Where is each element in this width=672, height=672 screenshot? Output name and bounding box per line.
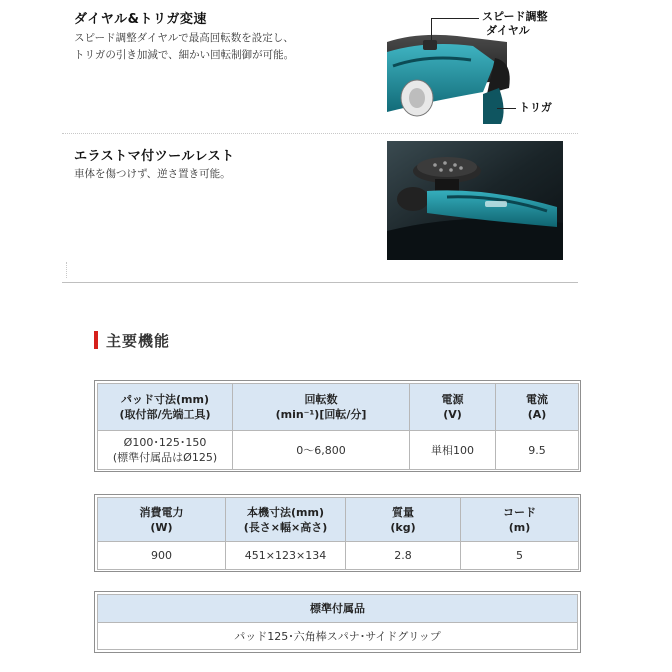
leader-line-dial-drop [431,18,432,40]
value-dimensions: 451×123×134 [226,542,346,570]
value-power-supply: 単相100 [410,431,496,470]
spec-table-2-value-row [98,542,579,570]
feature-desc-line: スピード調整ダイヤルで最高回転数を設定し、 [74,32,294,44]
photo-label-trigger: トリガ [516,101,555,115]
feature-title-tool-rest: エラストマ付ツールレスト [74,149,235,164]
divider-features [62,133,578,134]
value-current: 9.5 [496,431,579,470]
header-rpm: 回転数 (min⁻¹)[回転/分] [233,384,410,431]
feature-desc-line: 車体を傷つけず、逆さ置き可能。 [74,168,231,180]
spec-table-1 [97,383,579,470]
header-cord: コード (m) [461,498,579,542]
spec-table-3-header-row [98,595,578,623]
spec-table-2 [97,497,579,570]
header-standard-accessories: 標準付属品 [98,595,578,623]
header-pad-size: パッド寸法(mm) (取付部/先端工具) [98,384,233,431]
leader-line-dial [431,18,479,19]
value-rpm: 0〜6,800 [233,431,410,470]
header-power-consumption: 消費電力 (W) [98,498,226,542]
feature-desc-line: トリガの引き加減で、細かい回転制御が可能。 [74,49,295,61]
spec-table-1-header-row [98,384,579,431]
value-standard-accessories: パッド125･六角棒スパナ･サイドグリップ [98,623,578,650]
value-pad-size: Ø100･125･150 (標準付属品はØ125) [98,431,233,470]
spec-table-2-header-row [98,498,579,542]
spec-table-3 [97,594,578,650]
leader-line-trigger [497,108,516,109]
spec-table-3-value-row [98,623,578,650]
product-photo-dial-trigger [387,2,563,124]
feature-title-speed-control: ダイヤル&トリガ変速 [74,12,207,27]
section-title: 主要機能 [106,331,171,350]
divider-section [62,282,578,283]
header-power-supply: 電源 (V) [410,384,496,431]
value-power-consumption: 900 [98,542,226,570]
photo-label-speed-dial: スピード調整 ダイヤル [479,10,551,38]
polisher-upside-down-illustration [387,141,563,260]
product-photo-tool-rest [387,141,563,260]
header-dimensions: 本機寸法(mm) (長さ×幅×高さ) [226,498,346,542]
vertical-dotted-marker [66,262,67,278]
value-weight: 2.8 [346,542,461,570]
spec-table-1-value-row [98,431,579,470]
section-heading [94,330,170,350]
value-cord: 5 [461,542,579,570]
feature-desc-speed-control [74,30,374,64]
feature-desc-tool-rest [74,166,374,183]
header-current: 電流 (A) [496,384,579,431]
header-weight: 質量 (kg) [346,498,461,542]
section-accent-bar [94,331,98,349]
